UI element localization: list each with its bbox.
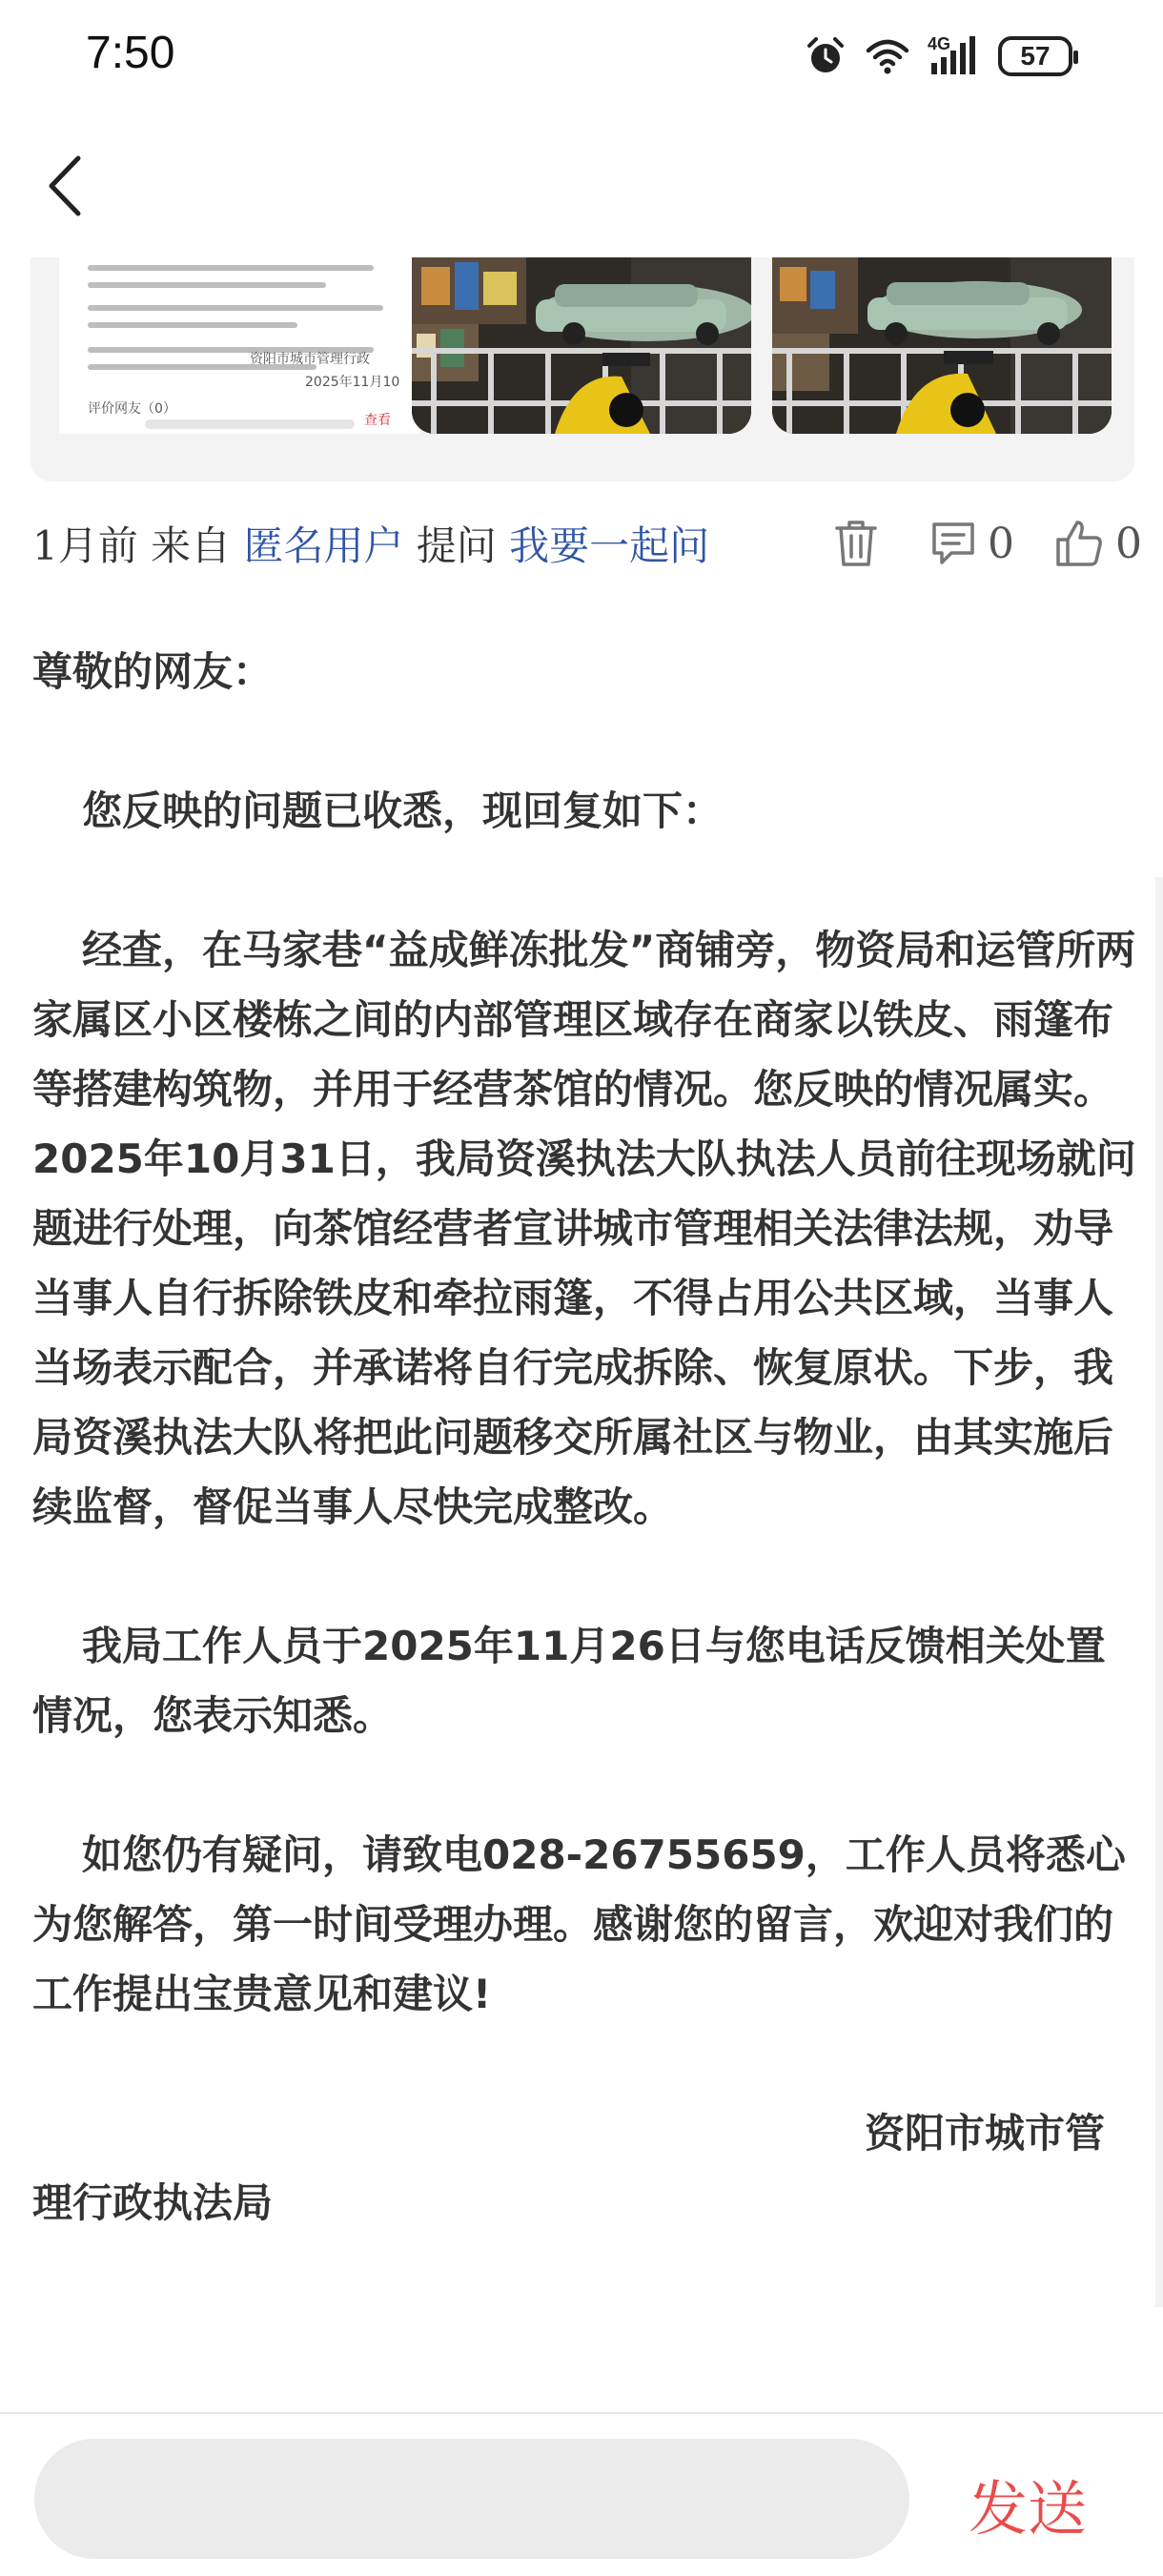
official-reply bbox=[32, 637, 1138, 2238]
attachment-photo-1[interactable] bbox=[412, 257, 751, 434]
asker-name-link[interactable]: 匿名用户 bbox=[243, 522, 404, 569]
question-actions bbox=[831, 513, 1142, 574]
thumbnail-signature: 资阳市城市管理行政 bbox=[250, 352, 370, 367]
question-meta bbox=[32, 515, 709, 572]
send-button[interactable]: 发送 bbox=[969, 2474, 1088, 2544]
reply-paragraph-feedback: 我局工作人员于2025年11月26日与您电话反馈相关处置情况，您表示知悉。 bbox=[32, 1623, 1106, 1739]
thumbs-up-icon bbox=[1052, 517, 1106, 570]
reply-paragraph-contact: 如您仍有疑问，请致电028-26755659，工作人员将悉心为您解答，第一时间受理办理。感谢您的留言，欢迎对我们的工作提出宝贵意见和建议! bbox=[32, 1831, 1126, 2017]
back-button[interactable] bbox=[38, 143, 95, 229]
like-count: 0 bbox=[1115, 519, 1142, 568]
scrollbar[interactable] bbox=[1155, 877, 1163, 2307]
comment-icon bbox=[928, 517, 978, 570]
meta-time-source: 1月前 来自 bbox=[32, 522, 244, 569]
thumbnail-footer-label: 评价网友（0） bbox=[88, 401, 176, 417]
status-time: 7:50 bbox=[86, 28, 175, 78]
reply-intro: 您反映的问题已收悉，现回复如下： bbox=[82, 787, 724, 834]
comment-bar bbox=[0, 2412, 1163, 2576]
comment-input[interactable] bbox=[34, 2439, 909, 2559]
attachment-photo-2[interactable] bbox=[772, 257, 1112, 434]
reply-greeting: 尊敬的网友： bbox=[32, 648, 274, 695]
attachment-images bbox=[31, 257, 1134, 481]
comment-count: 0 bbox=[988, 519, 1014, 568]
meta-ask-text: 提问 bbox=[403, 522, 510, 569]
signal-icon bbox=[928, 34, 981, 78]
reply-signature-line-1: 资阳市城市管 bbox=[864, 2110, 1105, 2157]
trash-icon bbox=[831, 517, 881, 570]
attachment-document-thumbnail[interactable] bbox=[59, 257, 419, 434]
battery-level: 57 bbox=[1020, 41, 1051, 71]
ask-together-link[interactable]: 我要一起问 bbox=[509, 522, 710, 569]
thumbnail-date: 2025年11月10 bbox=[305, 375, 400, 390]
delete-button[interactable] bbox=[831, 517, 881, 570]
reply-paragraph-findings: 经查，在马家巷“益成鲜冻批发”商铺旁，物资局和运管所两家属区小区楼栋之间的内部管理区域存在商家以铁皮、雨篷布等搭建构筑物，并用于经营茶馆的情况。您反映的情况属实。2025年10月31日，我局资溪执法大队执法人员前往现场就问题进行处理，向茶馆经营者宣讲城市管理相关法律法规，劝导当事人自行拆除铁皮和牵拉雨篷，不得占用公共区域，当事人当场表示配合，并承诺将自行完成拆除、恢复原状。下步，我局资溪执法大队将把此问题移交所属社区与物业，由其实施后续监督，督促当事人尽快完成整改。 bbox=[32, 927, 1136, 1530]
reply-signature-line-2: 理行政执法局 bbox=[32, 2179, 274, 2226]
alarm-icon bbox=[804, 34, 847, 78]
network-type: 4G bbox=[928, 34, 951, 53]
status-bar bbox=[0, 0, 1163, 114]
battery-icon bbox=[998, 36, 1072, 76]
thumbnail-footer-link: 查看 bbox=[364, 413, 391, 428]
wifi-icon bbox=[865, 37, 910, 75]
chevron-left-icon bbox=[38, 143, 95, 229]
status-icons bbox=[804, 32, 1072, 80]
like-button[interactable] bbox=[1052, 517, 1142, 570]
comment-button[interactable] bbox=[928, 517, 1014, 570]
